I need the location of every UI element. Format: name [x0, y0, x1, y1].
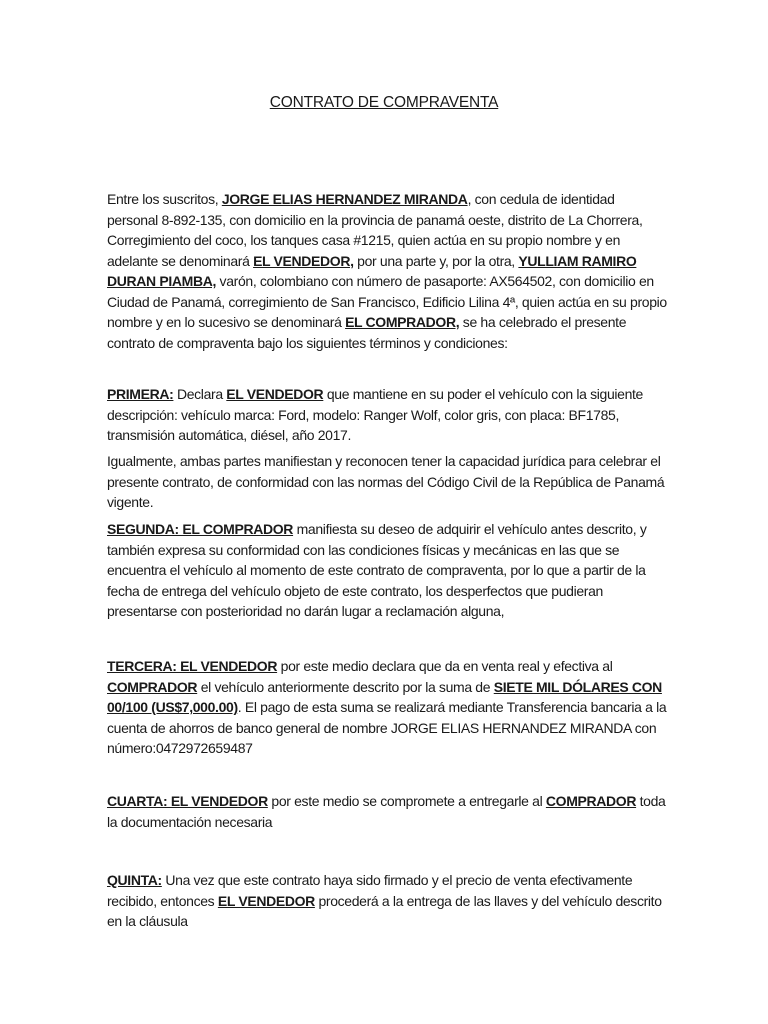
- cuarta-text-2: toda la documentación necesaria: [107, 793, 666, 830]
- tercera-party: COMPRADOR: [107, 678, 198, 695]
- segunda-label: SEGUNDA: EL COMPRADOR: [107, 521, 294, 537]
- tercera-text-3: . El pago de esta suma se realizará mediante Transferencia bancaria a la cuenta de ahorros de banco general de nombre JORGE ELIAS HERNANDEZ MIRANDA con número:0472972659487: [107, 699, 667, 756]
- clause-primera: [107, 384, 667, 446]
- primera-text-2: que mantiene en su poder el vehículo con la siguiente descripción: vehículo marca: Ford, modelo: Ranger Wolf, color gris, con placa: BF1785, transmisión automática, diésel, año 2017.: [107, 386, 643, 443]
- tercera-text-2: el vehículo anteriormente descrito por la suma de: [197, 678, 494, 695]
- seller-role: EL VENDEDOR,: [253, 252, 354, 269]
- tercera-amount: SIETE MIL DÓLARES CON 00/100 (US$7,000.00): [107, 678, 662, 715]
- segunda-text-1: manifiesta su deseo de adquirir el vehículo antes descrito, y también expresa su conformidad con las condiciones físicas y mecánicas en las que se encuentra el vehículo al momento de este contrato de compraventa, por lo que a partir de la fecha de entrega del vehículo objeto de este contrato, los desperfectos que pudieran presentarse con posterioridad no darán lugar a reclamación alguna,: [107, 521, 647, 619]
- quinta-text-2: procederá a la entrega de las llaves y del vehículo descrito en la cláusula: [107, 892, 662, 929]
- quinta-party: EL VENDEDOR: [217, 892, 315, 909]
- igualmente-paragraph: Igualmente, ambas partes manifiestan y reconocen tener la capacidad jurídica para celebrar el presente contrato, de conformidad con las normas del Código Civil de la República de Panamá vigente.: [107, 453, 665, 510]
- buyer-role: EL COMPRADOR,: [345, 314, 460, 330]
- intro-text-3: por una parte y, por la otra,: [353, 252, 519, 269]
- cuarta-label: CUARTA: EL VENDEDOR: [107, 793, 268, 809]
- document-title: CONTRATO DE COMPRAVENTA: [269, 94, 499, 111]
- tercera-label: TERCERA: EL VENDEDOR: [107, 658, 278, 674]
- buyer-name: YULLIAM RAMIRO DURAN PIAMBA,: [107, 252, 637, 289]
- cuarta-party: COMPRADOR: [545, 793, 637, 809]
- tercera-text-1: por este medio declara que da en venta real y efectiva al: [277, 658, 613, 674]
- clause-quinta: [107, 870, 667, 932]
- intro-text-2: , con cedula de identidad personal 8-892-135, con domicilio en la provincia de panamá oeste, distrito de La Chorrera, Corregimiento del coco, los tanques casa #1215, quien actúa en su propio nombre y en adelante se denominará: [107, 191, 643, 269]
- quinta-label: QUINTA:: [107, 872, 162, 888]
- quinta-text-1: Una vez que este contrato haya sido firmado y el precio de venta efectivamente recibido, entonces: [107, 872, 633, 909]
- primera-text-1: Declara: [173, 386, 227, 402]
- clause-cuarta: [107, 791, 667, 832]
- intro-text-5: se ha celebrado el presente contrato de compraventa bajo los siguientes términos y condiciones:: [107, 314, 627, 351]
- primera-label: PRIMERA:: [107, 386, 174, 402]
- clause-segunda: [107, 519, 667, 622]
- cuarta-text-1: por este medio se compromete a entregarle al: [267, 793, 546, 809]
- intro-text-1: Entre los suscritos,: [107, 191, 222, 207]
- intro-paragraph: [107, 189, 667, 353]
- seller-name: JORGE ELIAS HERNANDEZ MIRANDA: [221, 191, 468, 207]
- clause-tercera: [107, 656, 667, 759]
- intro-text-4: varón, colombiano con número de pasaporte: AX564502, con domicilio en Ciudad de Panamá, corregimiento de San Francisco, Edificio Lilina 4ª, quien actúa en su propio nombre y en lo sucesivo se denominará: [107, 273, 667, 330]
- primera-party: EL VENDEDOR: [226, 386, 324, 402]
